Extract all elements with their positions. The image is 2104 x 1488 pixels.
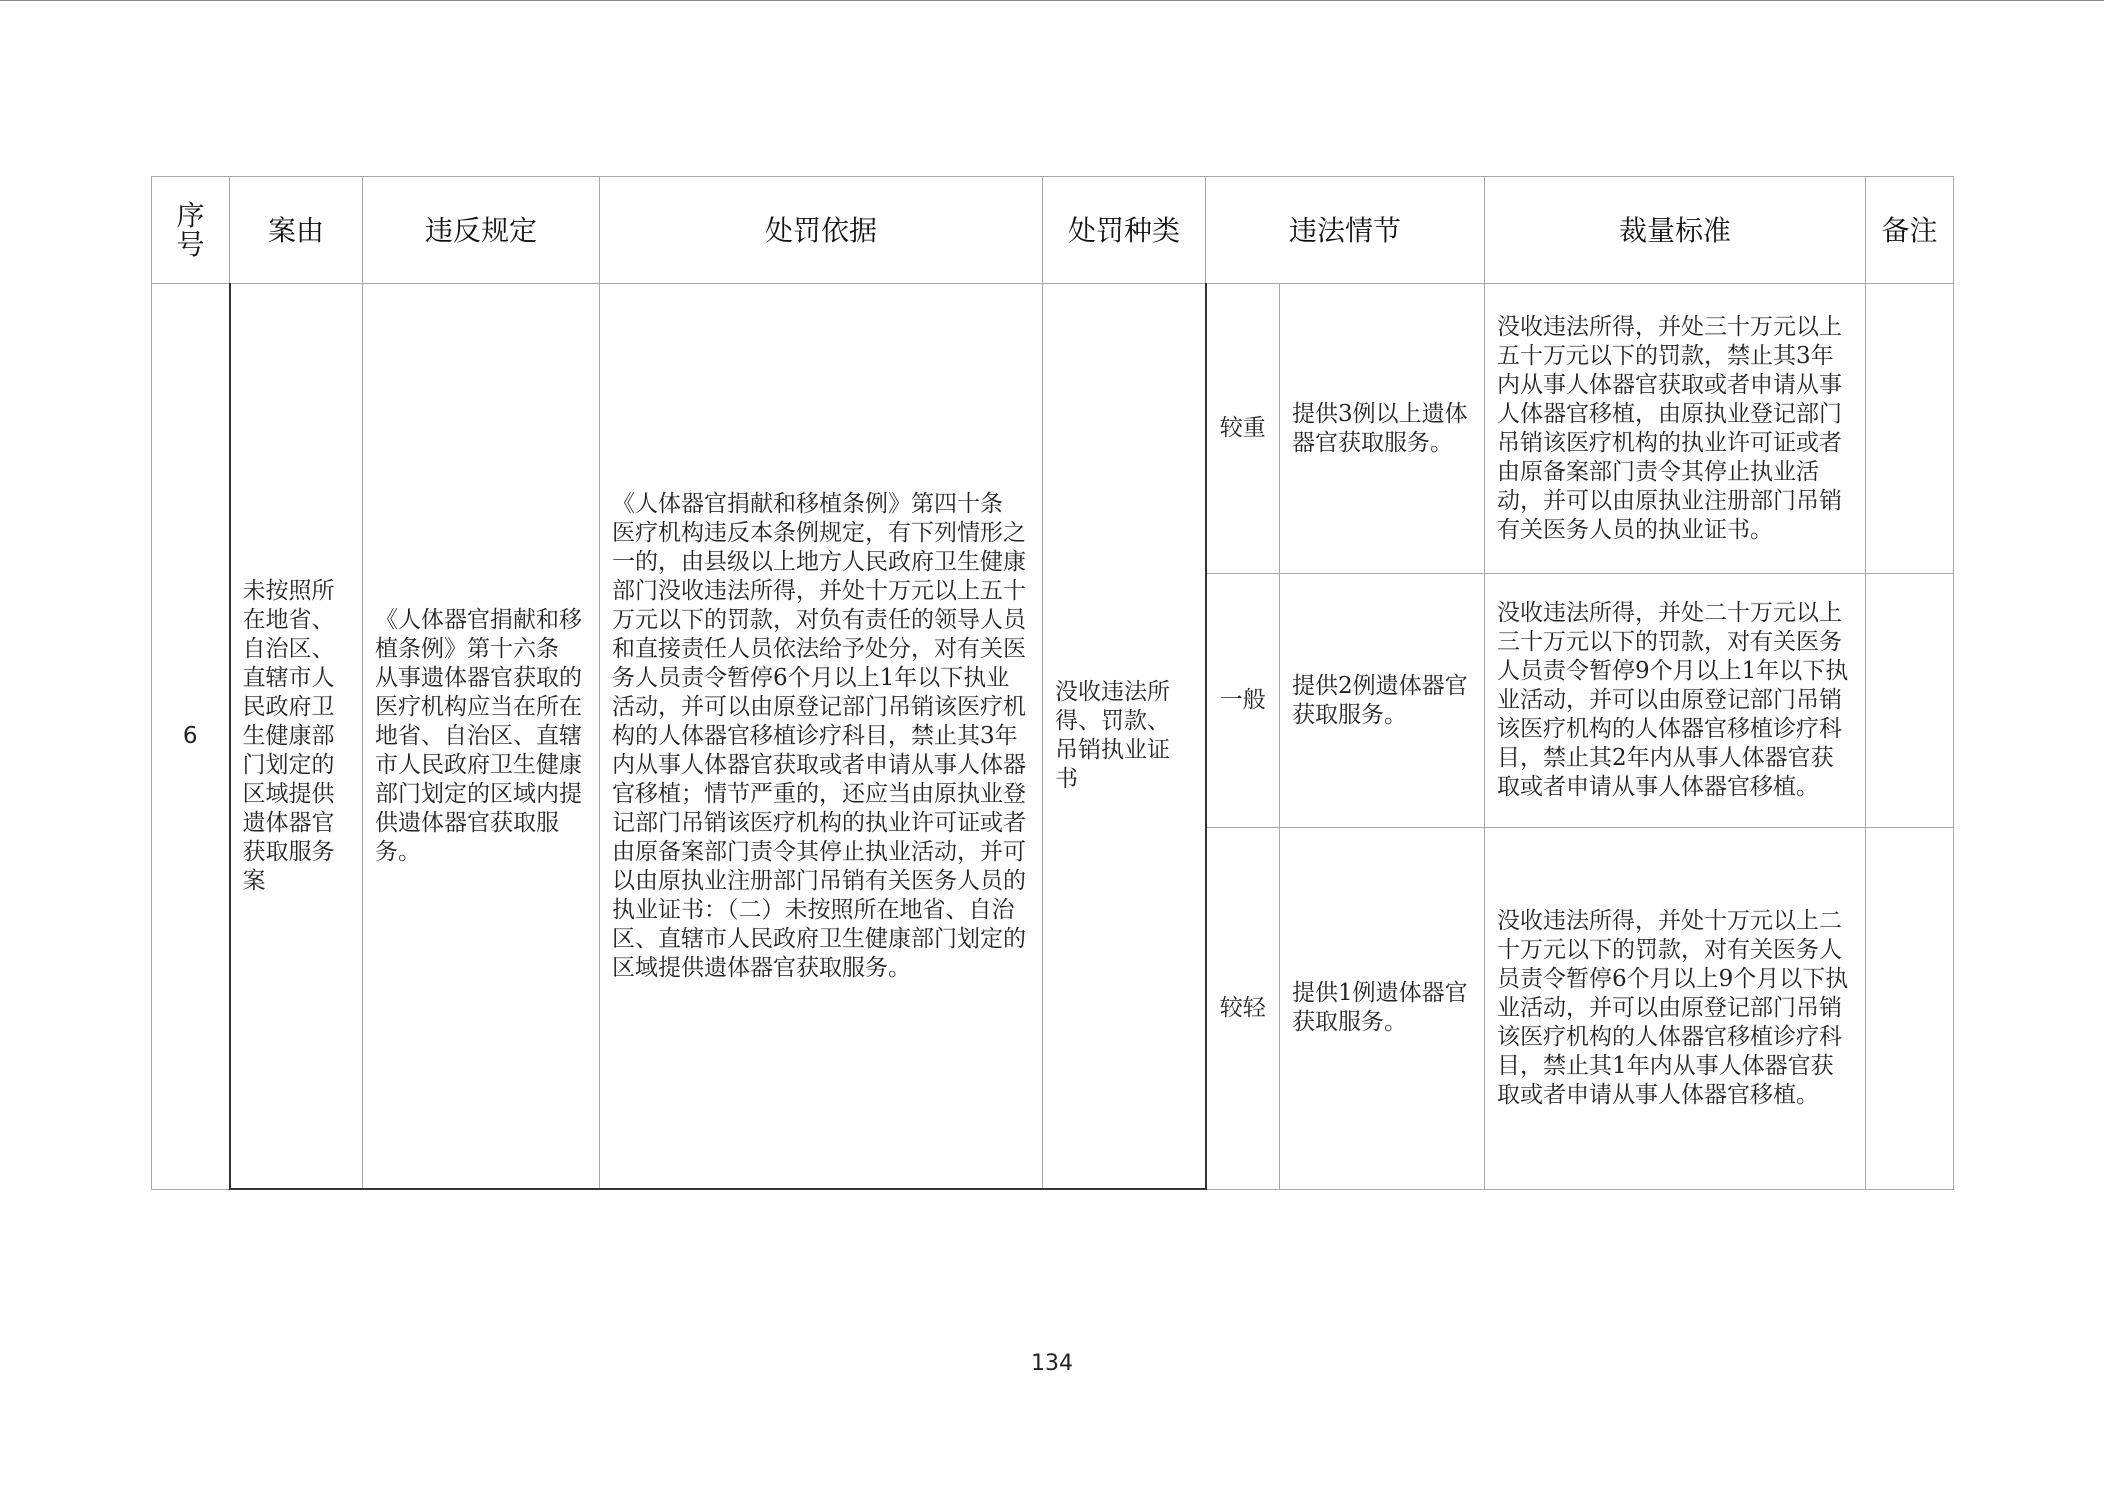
circumstance-cell-minor: 提供1例遗体器官获取服务。 (1280, 827, 1485, 1189)
circumstance-cell-general: 提供2例遗体器官获取服务。 (1280, 574, 1485, 827)
level-cell-severe: 较重 (1206, 284, 1280, 574)
row-number: 6 (152, 284, 230, 1190)
basis-cell: 《人体器官捐献和移植条例》第四十条 医疗机构违反本条例规定，有下列情形之一的，由县级以上地方人民政府卫生健康部门没收违法所得，并处十万元以上五十万元以下的罚款，对负有责任的领导人员和直接责任人员依法给予处分，对有关医务人员责令暂停6个月以上1年以下执业活动，并可以由原登记部门吊销该医疗机构的人体器官移植诊疗科目，禁止其3年内从事人体器官获取或者申请从事人体器官移植；情节严重的，还应当由原执业登记部门吊销该医疗机构的执业许可证或者由原备案部门责令其停止执业活动，并可以由原执业注册部门吊销有关医务人员的执业证书：（二）未按照所在地省、自治区、直辖市人民政府卫生健康部门划定的区域提供遗体器官获取服务。 (600, 284, 1043, 1190)
violation-cell: 《人体器官捐献和移植条例》第十六条 从事遗体器官获取的医疗机构应当在所在地省、自治区、直辖市人民政府卫生健康部门划定的区域内提供遗体器官获取服务。 (363, 284, 600, 1190)
circumstance-cell-severe: 提供3例以上遗体器官获取服务。 (1280, 284, 1485, 574)
header-circumstance: 违法情节 (1206, 177, 1485, 284)
penalty-type-cell: 没收违法所得、罚款、吊销执业证书 (1043, 284, 1206, 1190)
top-rule (0, 0, 2104, 1)
table-row (152, 284, 1954, 574)
note-cell-severe (1866, 284, 1954, 574)
penalty-discretion-table (151, 176, 1954, 1190)
header-penalty-type: 处罚种类 (1043, 177, 1206, 284)
note-cell-minor (1866, 827, 1954, 1189)
page-number: 134 (1031, 1351, 1073, 1376)
note-cell-general (1866, 574, 1954, 827)
header-note: 备注 (1866, 177, 1954, 284)
header-no: 序号 (152, 177, 230, 284)
level-cell-minor: 较轻 (1206, 827, 1280, 1189)
header-standard: 裁量标准 (1485, 177, 1866, 284)
header-cause: 案由 (230, 177, 363, 284)
header-basis: 处罚依据 (600, 177, 1043, 284)
header-row (152, 177, 1954, 284)
standard-cell-general: 没收违法所得，并处二十万元以上三十万元以下的罚款，对有关医务人员责令暂停9个月以上1年以下执业活动，并可以由原登记部门吊销该医疗机构的人体器官移植诊疗科目，禁止其2年内从事人体器官获取或者申请从事人体器官移植。 (1485, 574, 1866, 827)
cause-cell: 未按照所在地省、自治区、直辖市人民政府卫生健康部门划定的区域提供遗体器官获取服务案 (230, 284, 363, 1190)
level-cell-general: 一般 (1206, 574, 1280, 827)
standard-cell-minor: 没收违法所得，并处十万元以上二十万元以下的罚款，对有关医务人员责令暂停6个月以上9个月以下执业活动，并可以由原登记部门吊销该医疗机构的人体器官移植诊疗科目，禁止其1年内从事人体器官获取或者申请从事人体器官移植。 (1485, 827, 1866, 1189)
header-violation: 违反规定 (363, 177, 600, 284)
standard-cell-severe: 没收违法所得，并处三十万元以上五十万元以下的罚款，禁止其3年内从事人体器官获取或者申请从事人体器官移植，由原执业登记部门吊销该医疗机构的执业许可证或者由原备案部门责令其停止执业活动，并可以由原执业注册部门吊销有关医务人员的执业证书。 (1485, 284, 1866, 574)
